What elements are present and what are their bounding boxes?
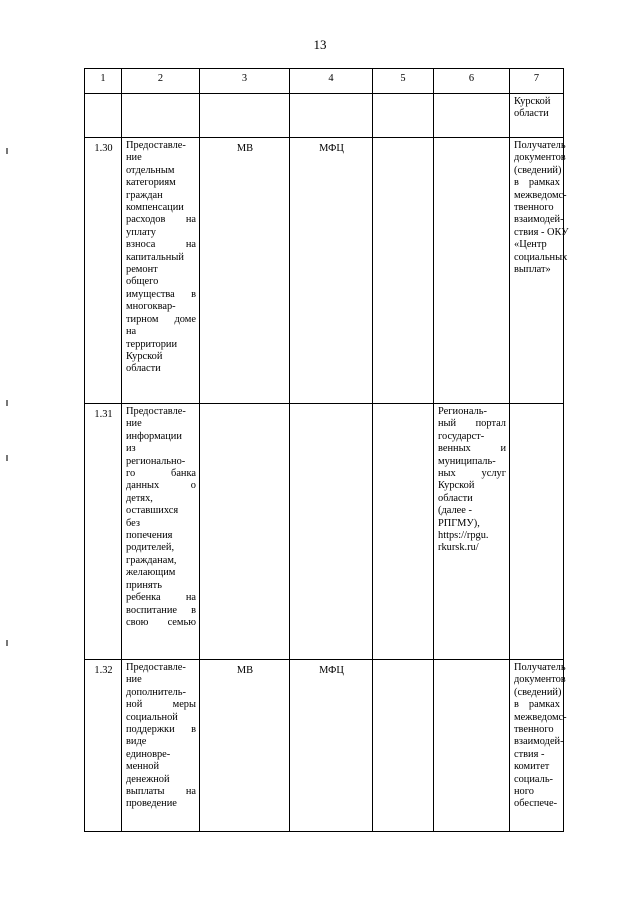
cell-text-line: расходов на <box>126 214 196 226</box>
row-number: 1.32 <box>85 660 122 832</box>
recipient-cell <box>510 138 569 404</box>
cell-text-line: уплату <box>126 226 156 238</box>
cell-text-line: родителей, <box>126 542 175 554</box>
col4-cell <box>290 404 373 660</box>
cell-text-line: без <box>126 517 140 529</box>
header-cell: 4 <box>290 69 373 94</box>
cell-text-line: венных и <box>438 443 506 455</box>
cell-text-line: муниципаль- <box>438 455 496 467</box>
cell-text-line: социальной <box>126 711 178 723</box>
scan-margin-mark <box>6 640 8 646</box>
cell-text-line: Курской <box>514 96 551 107</box>
cell-text-line: выплат» <box>514 264 551 276</box>
cell-text-line: информации <box>126 430 182 442</box>
header-cell: 1 <box>85 69 122 94</box>
cell-text-line: взаимодей- <box>514 214 564 226</box>
table-row-continuation <box>85 94 564 138</box>
col5-cell <box>373 660 434 832</box>
row-number: 1.30 <box>85 138 122 404</box>
cell-text-line: денежной <box>126 773 170 785</box>
services-table <box>84 68 569 832</box>
empty-cell <box>122 94 200 138</box>
cell-text-line: капитальный <box>126 251 184 263</box>
cell-text-line: на <box>126 326 137 338</box>
cell-text-line: ствия - <box>514 748 545 760</box>
cell-text-line: rkursk.ru/ <box>438 542 479 554</box>
cell-text-line: ребенка на <box>126 592 196 604</box>
table-header-row <box>85 69 564 94</box>
col5-cell <box>373 404 434 660</box>
cell-text-line: Предоставле- <box>126 662 186 673</box>
empty-cell <box>290 94 373 138</box>
cell-text-line: единовре- <box>126 748 171 760</box>
cell-text-line: ного <box>514 786 534 798</box>
cell-text-line: межведомс- <box>514 189 567 201</box>
col4-cell: МФЦ <box>290 138 373 404</box>
cell-text-line: взаимодей- <box>514 736 564 748</box>
cell-text-line: «Центр <box>514 239 547 251</box>
cell-text-line: го банка <box>126 468 196 480</box>
cell-text-line: области <box>126 363 161 375</box>
service-name-cell <box>122 404 200 660</box>
scan-margin-mark <box>6 400 8 406</box>
cell-text-line: ной меры <box>126 699 196 711</box>
cell-text-line: имущества в <box>126 288 196 300</box>
cell-text-line: https://rpgu. <box>438 530 489 542</box>
cell-text-line: ние <box>126 674 142 686</box>
empty-cell <box>373 94 434 138</box>
portal-cell <box>434 660 510 832</box>
col3-cell: МВ <box>200 660 290 832</box>
cell-text-line: проведение <box>126 798 177 810</box>
cell-text-line: ствия - ОКУ <box>514 226 569 238</box>
cell-text-line: комитет <box>514 761 550 773</box>
cell-text-line: гражданам, <box>126 554 177 566</box>
cell-text-line: документов <box>514 152 566 164</box>
cell-text-line: категориям <box>126 177 176 189</box>
scan-margin-mark <box>6 148 8 154</box>
cell-text-line: общего <box>126 276 159 288</box>
header-cell: 3 <box>200 69 290 94</box>
cell-text-line: отдельным <box>126 164 175 176</box>
header-cell: 6 <box>434 69 510 94</box>
cell-text-line: в рамках <box>514 699 560 711</box>
empty-cell <box>434 94 510 138</box>
cell-text-line: РПГМУ), <box>438 517 480 529</box>
row-number: 1.31 <box>85 404 122 660</box>
cell-text-line: Предоставле- <box>126 140 186 151</box>
cell-text-line: обеспече- <box>514 798 558 810</box>
cell-text-line: области <box>438 492 473 504</box>
cell-text-line: ние <box>126 418 142 430</box>
cell-text-line: регионально- <box>126 455 186 467</box>
cell-text-line: (сведений) <box>514 686 562 698</box>
cell-text-line: компенсации <box>126 202 184 214</box>
cell-text-line: дополнитель- <box>126 686 186 698</box>
cell-text-line: детях, <box>126 492 153 504</box>
page-number: 13 <box>313 37 327 52</box>
cell-text-line: свою семью <box>126 616 196 628</box>
cell-text-line: территории <box>126 338 178 350</box>
table-row <box>85 404 564 660</box>
cell-text-line: (далее - <box>438 505 472 517</box>
service-name-cell <box>122 138 200 404</box>
cell-text-line: (сведений) <box>514 164 562 176</box>
scan-margin-mark <box>6 455 8 461</box>
empty-cell <box>85 94 122 138</box>
table-row <box>85 660 564 832</box>
cell-text-line: Региональ- <box>438 406 487 417</box>
cell-text-line: социаль- <box>514 773 554 785</box>
cell-text-line: выплаты на <box>126 786 196 798</box>
header-cell: 7 <box>510 69 564 94</box>
col3-cell: МВ <box>200 138 290 404</box>
header-cell: 5 <box>373 69 434 94</box>
cell-text-line: ных услуг <box>438 468 506 480</box>
cell-text-line: ремонт <box>126 264 158 276</box>
continuation-recipient-cell <box>510 94 564 138</box>
recipient-cell <box>510 404 564 660</box>
col5-cell <box>373 138 434 404</box>
cell-text-line: многоквар- <box>126 301 176 313</box>
cell-text-line: поддержки в <box>126 724 196 736</box>
cell-text-line: Курской <box>126 350 163 362</box>
cell-text-line: Предоставле- <box>126 406 186 417</box>
cell-text-line: взноса на <box>126 239 196 251</box>
cell-text-line: оставшихся <box>126 505 179 517</box>
cell-text-line: документов <box>514 674 566 686</box>
header-cell: 2 <box>122 69 200 94</box>
recipient-cell <box>510 660 567 832</box>
cell-text-line: виде <box>126 736 147 748</box>
cell-text-line: твенного <box>514 724 554 736</box>
cell-text-line: граждан <box>126 189 163 201</box>
cell-text-line: социальных <box>514 251 568 263</box>
cell-text-line: желающим <box>126 567 176 579</box>
cell-text-line: Получатель <box>514 662 566 673</box>
cell-text-line: из <box>126 443 136 455</box>
cell-text-line: Получатель <box>514 140 566 151</box>
col3-cell <box>200 404 290 660</box>
cell-text-line: межведомс- <box>514 711 567 723</box>
cell-text-line: государст- <box>438 430 485 442</box>
cell-text-line: менной <box>126 761 160 773</box>
portal-cell <box>434 138 510 404</box>
cell-text-line: данных о <box>126 480 196 492</box>
cell-text-line: твенного <box>514 202 554 214</box>
cell-text-line: ный портал <box>438 418 506 430</box>
cell-text-line: принять <box>126 579 162 591</box>
service-name-cell <box>122 660 200 832</box>
cell-text-line: попечения <box>126 530 173 542</box>
col4-cell: МФЦ <box>290 660 373 832</box>
portal-cell <box>434 404 510 660</box>
empty-cell <box>200 94 290 138</box>
cell-text-line: области <box>514 108 549 120</box>
cell-text-line: тирном доме <box>126 313 196 325</box>
cell-text-line: Курской <box>438 480 475 492</box>
cell-text-line: в рамках <box>514 177 560 189</box>
cell-text-line: воспитание в <box>126 604 196 616</box>
table-row <box>85 138 564 404</box>
cell-text-line: ние <box>126 152 142 164</box>
